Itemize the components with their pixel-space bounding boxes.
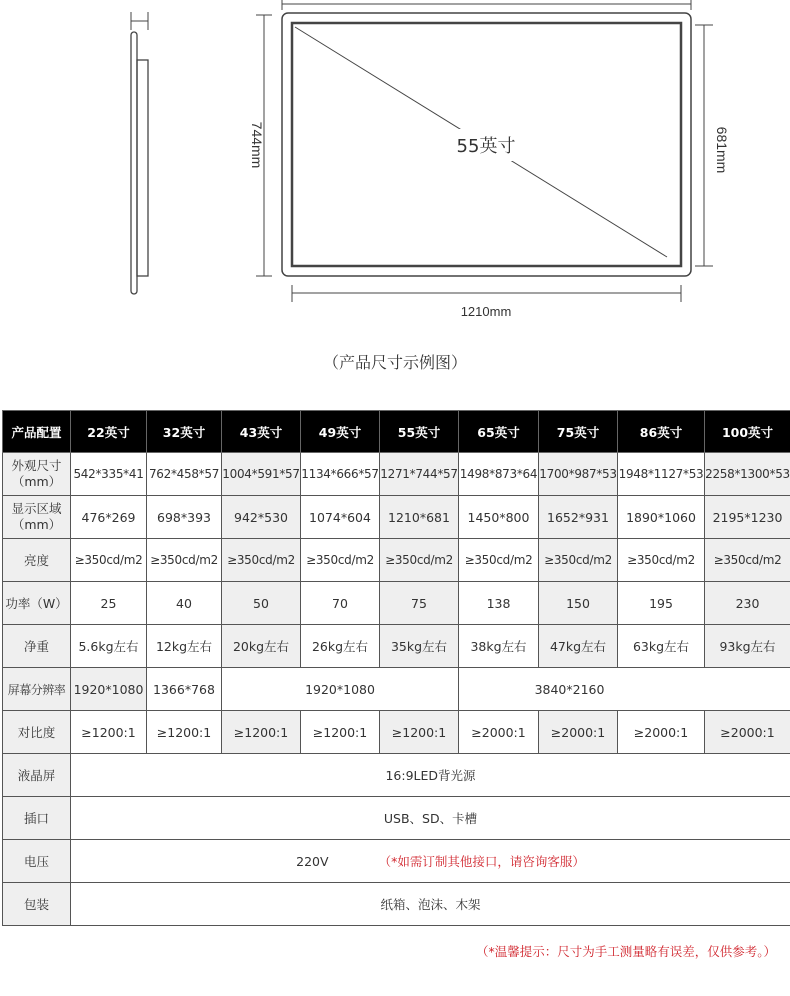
- table-cell: ≥1200:1: [380, 711, 459, 754]
- row-label-line: 外观尺寸: [11, 458, 62, 473]
- row-label: 亮度: [3, 539, 71, 582]
- table-cell: ≥350cd/m2: [705, 539, 790, 582]
- table-cell: 150: [539, 582, 618, 625]
- table-row-ports: [3, 797, 790, 840]
- header-cell: 65英寸: [459, 411, 539, 453]
- table-cell: 542*335*41: [71, 453, 147, 496]
- table-cell: ≥1200:1: [147, 711, 222, 754]
- table-cell: 1920*1080: [71, 668, 147, 711]
- table-cell: 40: [147, 582, 222, 625]
- header-cell: 43英寸: [222, 411, 301, 453]
- row-label: 功率（W）: [3, 582, 71, 625]
- table-cell: 93kg左右: [705, 625, 790, 668]
- header-cell: 产品配置: [3, 411, 71, 453]
- table-cell: 25: [71, 582, 147, 625]
- table-row-package: [3, 883, 790, 926]
- table-row-weight: [3, 625, 790, 668]
- table-row-lcd: [3, 754, 790, 797]
- table-cell: ≥350cd/m2: [618, 539, 705, 582]
- table-row-contrast: [3, 711, 790, 754]
- table-cell: 70: [301, 582, 380, 625]
- header-cell: 22英寸: [71, 411, 147, 453]
- table-cell: 942*530: [222, 496, 301, 539]
- row-label: [3, 453, 71, 496]
- table-cell: 12kg左右: [147, 625, 222, 668]
- table-cell: 1890*1060: [618, 496, 705, 539]
- table-cell: 5.6kg左右: [71, 625, 147, 668]
- table-cell: ≥350cd/m2: [380, 539, 459, 582]
- table-cell: 75: [380, 582, 459, 625]
- table-cell: 50: [222, 582, 301, 625]
- row-label-line: 显示区域: [11, 501, 62, 516]
- table-cell: 138: [459, 582, 539, 625]
- table-cell: 476*269: [71, 496, 147, 539]
- table-cell: ≥350cd/m2: [71, 539, 147, 582]
- table-cell: 35kg左右: [380, 625, 459, 668]
- width-dimension: [292, 285, 681, 302]
- table-cell: ≥350cd/m2: [301, 539, 380, 582]
- table-row-outer-size: [3, 453, 790, 496]
- header-cell: 75英寸: [539, 411, 618, 453]
- table-cell: ≥2000:1: [459, 711, 539, 754]
- table-cell: ≥350cd/m2: [147, 539, 222, 582]
- table-cell: USB、SD、卡槽: [71, 797, 790, 840]
- table-cell: 1134*666*57: [301, 453, 380, 496]
- table-cell: 1450*800: [459, 496, 539, 539]
- table-row-power: [3, 582, 790, 625]
- table-cell: ≥350cd/m2: [222, 539, 301, 582]
- table-cell: 195: [618, 582, 705, 625]
- voltage-value: 220V: [296, 854, 329, 869]
- table-cell: [71, 840, 790, 883]
- table-cell: 1271*744*57: [380, 453, 459, 496]
- table-row-voltage: [3, 840, 790, 883]
- table-row-resolution: [3, 668, 790, 711]
- table-cell: 1652*931: [539, 496, 618, 539]
- table-cell: 1366*768: [147, 668, 222, 711]
- row-label: 包装: [3, 883, 71, 926]
- height-outer-label: 744mm: [249, 121, 265, 169]
- table-cell: 1074*604: [301, 496, 380, 539]
- table-cell: 698*393: [147, 496, 222, 539]
- row-label: [3, 496, 71, 539]
- table-cell: 纸箱、泡沫、木架: [71, 883, 790, 926]
- spec-table: [2, 410, 790, 926]
- header-cell: 100英寸: [705, 411, 790, 453]
- table-row-display-area: [3, 496, 790, 539]
- row-label: 电压: [3, 840, 71, 883]
- diagram-caption: （产品尺寸示例图）: [322, 353, 467, 372]
- width-label: 1210mm: [460, 304, 512, 319]
- table-cell: 1948*1127*53: [618, 453, 705, 496]
- table-cell: ≥2000:1: [705, 711, 790, 754]
- header-cell: 49英寸: [301, 411, 380, 453]
- table-cell: 63kg左右: [618, 625, 705, 668]
- row-label: 净重: [3, 625, 71, 668]
- table-cell: 1210*681: [380, 496, 459, 539]
- row-label-unit: （mm）: [11, 517, 62, 532]
- table-cell: 38kg左右: [459, 625, 539, 668]
- top-bracket: [282, 0, 691, 10]
- height-inner-label: 681mm: [714, 126, 730, 174]
- row-label: 液晶屏: [3, 754, 71, 797]
- table-cell: ≥350cd/m2: [459, 539, 539, 582]
- row-label: 屏幕分辨率: [3, 668, 71, 711]
- table-cell: 1700*987*53: [539, 453, 618, 496]
- table-cell: ≥1200:1: [222, 711, 301, 754]
- table-cell: 230: [705, 582, 790, 625]
- voltage-custom-note: （*如需订制其他接口，请咨询客服）: [378, 854, 585, 869]
- footer-note: （*温馨提示：尺寸为手工测量略有误差，仅供参考。）: [475, 944, 776, 959]
- resolution-4k: 3840*2160: [534, 681, 605, 697]
- screen-size-label: 55英寸: [456, 136, 516, 157]
- table-cell: [459, 668, 790, 711]
- row-label: 插口: [3, 797, 71, 840]
- table-cell: 1498*873*64: [459, 453, 539, 496]
- table-cell: 1004*591*57: [222, 453, 301, 496]
- table-cell: 20kg左右: [222, 625, 301, 668]
- row-label-unit: （mm）: [11, 474, 62, 489]
- table-cell: ≥1200:1: [71, 711, 147, 754]
- table-row-brightness: [3, 539, 790, 582]
- row-label: 对比度: [3, 711, 71, 754]
- table-cell: 47kg左右: [539, 625, 618, 668]
- table-cell: 1920*1080: [222, 668, 459, 711]
- table-cell: 2195*1230: [705, 496, 790, 539]
- table-cell: ≥1200:1: [301, 711, 380, 754]
- dimension-diagram: [0, 0, 790, 340]
- header-cell: 86英寸: [618, 411, 705, 453]
- header-cell: 55英寸: [380, 411, 459, 453]
- table-header-row: [3, 411, 790, 453]
- table-cell: ≥350cd/m2: [539, 539, 618, 582]
- header-cell: 32英寸: [147, 411, 222, 453]
- table-cell: ≥2000:1: [539, 711, 618, 754]
- table-cell: 762*458*57: [147, 453, 222, 496]
- table-cell: ≥2000:1: [618, 711, 705, 754]
- table-cell: 2258*1300*53: [705, 453, 790, 496]
- side-profile: [131, 12, 148, 294]
- table-cell: 16:9LED背光源: [71, 754, 790, 797]
- height-dimension-inner: [695, 25, 713, 266]
- table-cell: 26kg左右: [301, 625, 380, 668]
